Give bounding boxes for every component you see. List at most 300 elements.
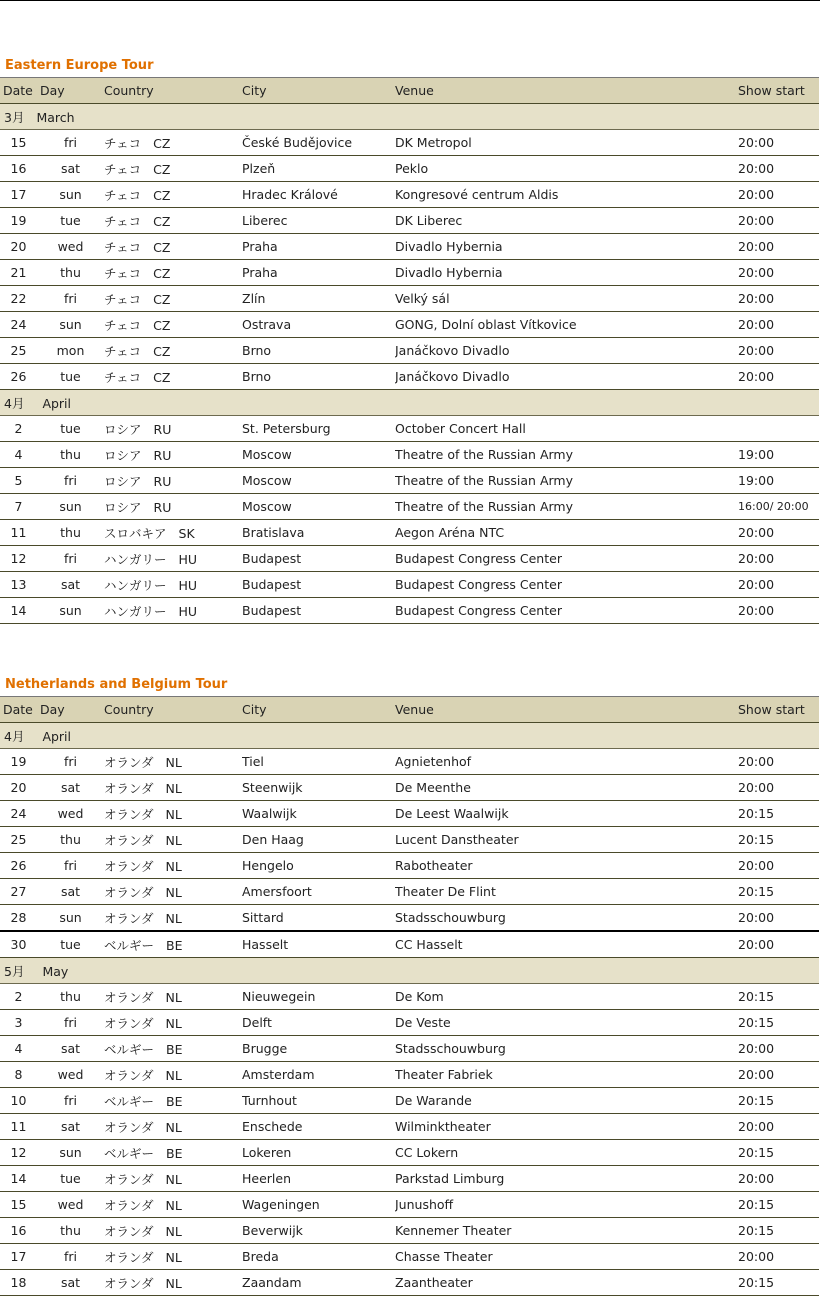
cell-show-start: 20:15 — [738, 984, 819, 1010]
table-row — [0, 546, 819, 572]
cell-show-start: 20:00 — [738, 775, 819, 801]
country-code: NL — [165, 1249, 182, 1265]
cell-venue: Theatre of the Russian Army — [395, 468, 738, 494]
country-name-jp: ロシア — [104, 499, 142, 515]
tour-title: Eastern Europe Tour — [5, 58, 154, 73]
cell-day: thu — [37, 520, 104, 546]
cell-country — [104, 775, 242, 801]
country-code: NL — [165, 989, 182, 1005]
cell-venue: CC Hasselt — [395, 931, 738, 958]
country-name-jp: チェコ — [104, 213, 142, 229]
cell-city: Waalwijk — [242, 801, 395, 827]
cell-city: Budapest — [242, 598, 395, 624]
cell-day: fri — [37, 286, 104, 312]
country-name-jp: チェコ — [104, 239, 142, 255]
table-row — [0, 572, 819, 598]
table-row — [0, 1140, 819, 1166]
country-code: BE — [166, 1093, 183, 1109]
cell-date: 16 — [0, 1218, 37, 1244]
cell-venue: De Meenthe — [395, 775, 738, 801]
cell-date: 28 — [0, 905, 37, 932]
cell-date: 18 — [0, 1270, 37, 1296]
cell-venue: Velký sál — [395, 286, 738, 312]
country-name-jp: チェコ — [104, 135, 142, 151]
table-row — [0, 853, 819, 879]
cell-country — [104, 546, 242, 572]
cell-country — [104, 984, 242, 1010]
cell-city: Amsterdam — [242, 1062, 395, 1088]
cell-show-start: 20:00 — [738, 1244, 819, 1270]
cell-day: wed — [37, 801, 104, 827]
table-row — [0, 598, 819, 624]
cell-venue: Budapest Congress Center — [395, 572, 738, 598]
country-name-jp: オランダ — [104, 1119, 154, 1135]
country-code: RU — [153, 499, 172, 515]
cell-date: 4 — [0, 442, 37, 468]
cell-show-start: 19:00 — [738, 468, 819, 494]
table-row — [0, 1244, 819, 1270]
cell-show-start: 20:15 — [738, 1010, 819, 1036]
country-name-jp: ハンガリー — [104, 603, 167, 619]
cell-venue: Budapest Congress Center — [395, 598, 738, 624]
cell-show-start: 20:00 — [738, 1114, 819, 1140]
cell-city: Brno — [242, 364, 395, 390]
cell-day: sat — [37, 879, 104, 905]
cell-day: tue — [37, 208, 104, 234]
country-code: NL — [165, 1119, 182, 1135]
cell-city: Plzeň — [242, 156, 395, 182]
country-name-jp: チェコ — [104, 369, 142, 385]
cell-date: 12 — [0, 546, 37, 572]
cell-show-start: 20:00 — [738, 338, 819, 364]
month-row — [0, 104, 819, 130]
cell-date: 7 — [0, 494, 37, 520]
cell-country — [104, 905, 242, 932]
cell-venue: Aegon Aréna NTC — [395, 520, 738, 546]
country-code: SK — [178, 525, 195, 541]
country-name-jp: オランダ — [104, 989, 154, 1005]
cell-venue: De Warande — [395, 1088, 738, 1114]
cell-show-start: 20:00 — [738, 520, 819, 546]
cell-venue: Kennemer Theater — [395, 1218, 738, 1244]
table-row — [0, 416, 819, 442]
cell-date: 30 — [0, 931, 37, 958]
month-row — [0, 390, 819, 416]
cell-day: sat — [37, 775, 104, 801]
country-code: BE — [166, 937, 183, 953]
cell-city: Hengelo — [242, 853, 395, 879]
table-row — [0, 879, 819, 905]
cell-city: Praha — [242, 234, 395, 260]
cell-show-start: 20:00 — [738, 234, 819, 260]
cell-country — [104, 338, 242, 364]
cell-date: 22 — [0, 286, 37, 312]
cell-show-start: 20:00 — [738, 598, 819, 624]
cell-country — [104, 1010, 242, 1036]
table-row — [0, 801, 819, 827]
country-code: CZ — [153, 187, 171, 203]
table-row — [0, 1166, 819, 1192]
table-row — [0, 156, 819, 182]
country-name-jp: チェコ — [104, 291, 142, 307]
cell-city: Nieuwegein — [242, 984, 395, 1010]
cell-venue: Kongresové centrum Aldis — [395, 182, 738, 208]
country-code: NL — [165, 884, 182, 900]
cell-show-start: 20:00 — [738, 905, 819, 932]
tour-title: Netherlands and Belgium Tour — [5, 677, 228, 692]
cell-date: 24 — [0, 312, 37, 338]
table-row — [0, 286, 819, 312]
cell-show-start: 20:00 — [738, 853, 819, 879]
country-code: CZ — [153, 161, 171, 177]
cell-city: Lokeren — [242, 1140, 395, 1166]
cell-city: Enschede — [242, 1114, 395, 1140]
cell-show-start: 20:15 — [738, 827, 819, 853]
cell-city: Wageningen — [242, 1192, 395, 1218]
month-label-jp: 5月 — [4, 963, 25, 979]
cell-show-start: 20:15 — [738, 1192, 819, 1218]
cell-show-start: 20:00 — [738, 749, 819, 775]
cell-city: Beverwijk — [242, 1218, 395, 1244]
cell-day: thu — [37, 1218, 104, 1244]
cell-date: 3 — [0, 1010, 37, 1036]
cell-country — [104, 879, 242, 905]
cell-country — [104, 468, 242, 494]
cell-date: 12 — [0, 1140, 37, 1166]
schedule-table — [0, 77, 819, 624]
cell-date: 25 — [0, 338, 37, 364]
table-row — [0, 364, 819, 390]
country-code: NL — [165, 910, 182, 926]
cell-venue: Junushoff — [395, 1192, 738, 1218]
cell-city: Steenwijk — [242, 775, 395, 801]
cell-country — [104, 853, 242, 879]
cell-country — [104, 1192, 242, 1218]
cell-venue: Rabotheater — [395, 853, 738, 879]
country-code: NL — [165, 1067, 182, 1083]
cell-day: sat — [37, 156, 104, 182]
header-country: Country — [104, 697, 242, 723]
cell-date: 8 — [0, 1062, 37, 1088]
cell-show-start: 20:00 — [738, 931, 819, 958]
header-venue: Venue — [395, 78, 738, 104]
cell-venue: Stadsschouwburg — [395, 1036, 738, 1062]
country-code: NL — [165, 832, 182, 848]
cell-country — [104, 598, 242, 624]
cell-country — [104, 1036, 242, 1062]
cell-venue: Wilminktheater — [395, 1114, 738, 1140]
cell-show-start: 20:00 — [738, 572, 819, 598]
table-row — [0, 312, 819, 338]
table-row — [0, 1218, 819, 1244]
cell-city: Amersfoort — [242, 879, 395, 905]
table-row — [0, 1088, 819, 1114]
country-code: CZ — [153, 265, 171, 281]
cell-date: 16 — [0, 156, 37, 182]
cell-city: Tiel — [242, 749, 395, 775]
cell-city: Moscow — [242, 442, 395, 468]
cell-show-start: 20:00 — [738, 312, 819, 338]
cell-city: Breda — [242, 1244, 395, 1270]
cell-venue: Theater Fabriek — [395, 1062, 738, 1088]
cell-country — [104, 234, 242, 260]
header-city: City — [242, 78, 395, 104]
country-code: NL — [165, 780, 182, 796]
cell-show-start: 20:00 — [738, 208, 819, 234]
cell-show-start: 20:00 — [738, 286, 819, 312]
table-row — [0, 984, 819, 1010]
cell-country — [104, 520, 242, 546]
cell-country — [104, 156, 242, 182]
cell-date: 26 — [0, 364, 37, 390]
country-code: HU — [178, 551, 198, 567]
cell-city: Zaandam — [242, 1270, 395, 1296]
month-label — [0, 104, 819, 130]
table-row — [0, 468, 819, 494]
cell-country — [104, 260, 242, 286]
country-code: NL — [165, 1275, 182, 1291]
cell-venue: Janáčkovo Divadlo — [395, 338, 738, 364]
country-name-jp: オランダ — [104, 884, 154, 900]
month-label — [0, 390, 819, 416]
cell-day: fri — [37, 749, 104, 775]
table-row — [0, 442, 819, 468]
cell-country — [104, 286, 242, 312]
country-name-jp: ベルギー — [104, 937, 155, 953]
cell-venue: Theater De Flint — [395, 879, 738, 905]
country-name-jp: チェコ — [104, 317, 142, 333]
cell-show-start: 20:15 — [738, 1270, 819, 1296]
country-name-jp: ロシア — [104, 421, 142, 437]
cell-day: sun — [37, 1140, 104, 1166]
cell-day: fri — [37, 468, 104, 494]
cell-city: Hradec Králové — [242, 182, 395, 208]
cell-show-start: 19:00 — [738, 442, 819, 468]
cell-city: Sittard — [242, 905, 395, 932]
cell-venue: De Kom — [395, 984, 738, 1010]
cell-show-start: 20:00 — [738, 130, 819, 156]
cell-date: 11 — [0, 1114, 37, 1140]
cell-day: sun — [37, 494, 104, 520]
cell-day: fri — [37, 130, 104, 156]
table-row — [0, 520, 819, 546]
cell-city: Brno — [242, 338, 395, 364]
country-name-jp: オランダ — [104, 1275, 154, 1291]
cell-date: 11 — [0, 520, 37, 546]
cell-day: mon — [37, 338, 104, 364]
cell-day: fri — [37, 1010, 104, 1036]
country-name-jp: オランダ — [104, 858, 154, 874]
country-code: CZ — [153, 239, 171, 255]
country-code: NL — [165, 858, 182, 874]
country-code: CZ — [153, 135, 171, 151]
cell-show-start: 20:00 — [738, 260, 819, 286]
country-name-jp: チェコ — [104, 187, 142, 203]
cell-country — [104, 364, 242, 390]
country-name-jp: ロシア — [104, 473, 142, 489]
cell-city: Zlín — [242, 286, 395, 312]
cell-venue: Parkstad Limburg — [395, 1166, 738, 1192]
cell-day: sat — [37, 1036, 104, 1062]
country-name-jp: ハンガリー — [104, 577, 167, 593]
cell-city: Moscow — [242, 494, 395, 520]
cell-city: Liberec — [242, 208, 395, 234]
cell-day: thu — [37, 827, 104, 853]
cell-city: Hasselt — [242, 931, 395, 958]
cell-city: Turnhout — [242, 1088, 395, 1114]
cell-date: 20 — [0, 775, 37, 801]
cell-venue: Theatre of the Russian Army — [395, 494, 738, 520]
cell-country — [104, 1218, 242, 1244]
country-name-jp: オランダ — [104, 1015, 154, 1031]
cell-show-start: 20:00 — [738, 1166, 819, 1192]
country-name-jp: オランダ — [104, 780, 154, 796]
table-header-row — [0, 78, 819, 104]
country-code: CZ — [153, 291, 171, 307]
country-name-jp: チェコ — [104, 265, 142, 281]
cell-venue: GONG, Dolní oblast Vítkovice — [395, 312, 738, 338]
cell-day: fri — [37, 853, 104, 879]
cell-venue: Agnietenhof — [395, 749, 738, 775]
month-label — [0, 958, 819, 984]
country-name-jp: オランダ — [104, 910, 154, 926]
cell-venue: DK Metropol — [395, 130, 738, 156]
cell-date: 5 — [0, 468, 37, 494]
cell-day: sun — [37, 312, 104, 338]
cell-day: sun — [37, 598, 104, 624]
cell-country — [104, 1166, 242, 1192]
cell-country — [104, 442, 242, 468]
cell-city: Bratislava — [242, 520, 395, 546]
cell-country — [104, 182, 242, 208]
month-label-en: May — [42, 963, 69, 979]
month-label-jp: 3月 — [4, 109, 25, 125]
country-name-jp: ハンガリー — [104, 551, 167, 567]
cell-date: 14 — [0, 1166, 37, 1192]
cell-day: wed — [37, 234, 104, 260]
country-code: NL — [165, 754, 182, 770]
cell-venue: Divadlo Hybernia — [395, 260, 738, 286]
header-day: Day — [37, 78, 104, 104]
country-name-jp: オランダ — [104, 1171, 154, 1187]
cell-date: 15 — [0, 1192, 37, 1218]
country-name-jp: オランダ — [104, 1223, 154, 1239]
cell-country — [104, 1270, 242, 1296]
cell-country — [104, 1088, 242, 1114]
cell-date: 24 — [0, 801, 37, 827]
cell-day: sun — [37, 182, 104, 208]
cell-city: Moscow — [242, 468, 395, 494]
table-row — [0, 1192, 819, 1218]
cell-day: fri — [37, 1244, 104, 1270]
header-date: Date — [0, 697, 37, 723]
cell-date: 20 — [0, 234, 37, 260]
cell-venue: Lucent Danstheater — [395, 827, 738, 853]
country-name-jp: ベルギー — [104, 1041, 155, 1057]
country-name-jp: オランダ — [104, 1249, 154, 1265]
cell-country — [104, 416, 242, 442]
country-name-jp: チェコ — [104, 161, 142, 177]
table-row — [0, 1010, 819, 1036]
table-row — [0, 338, 819, 364]
country-code: RU — [153, 421, 172, 437]
cell-date: 13 — [0, 572, 37, 598]
country-code: CZ — [153, 369, 171, 385]
cell-country — [104, 130, 242, 156]
cell-day: tue — [37, 364, 104, 390]
cell-city: Budapest — [242, 572, 395, 598]
country-code: CZ — [153, 343, 171, 359]
country-name-jp: スロバキア — [104, 525, 167, 541]
country-name-jp: オランダ — [104, 806, 154, 822]
tour-section-eastern-europe — [0, 55, 820, 624]
header-show-start: Show start — [738, 78, 819, 104]
cell-date: 26 — [0, 853, 37, 879]
cell-day: tue — [37, 931, 104, 958]
cell-city: Heerlen — [242, 1166, 395, 1192]
cell-day: sat — [37, 572, 104, 598]
cell-day: thu — [37, 442, 104, 468]
month-row — [0, 958, 819, 984]
cell-venue: Janáčkovo Divadlo — [395, 364, 738, 390]
month-row — [0, 723, 819, 749]
cell-country — [104, 1140, 242, 1166]
cell-venue: Chasse Theater — [395, 1244, 738, 1270]
country-code: NL — [165, 1171, 182, 1187]
cell-day: wed — [37, 1192, 104, 1218]
country-name-jp: ベルギー — [104, 1145, 155, 1161]
cell-show-start: 16:00/ 20:00 — [738, 494, 819, 520]
cell-venue: CC Lokern — [395, 1140, 738, 1166]
country-code: BE — [166, 1145, 183, 1161]
cell-day: thu — [37, 260, 104, 286]
cell-city: Delft — [242, 1010, 395, 1036]
cell-city: Praha — [242, 260, 395, 286]
schedule-table — [0, 696, 819, 1296]
cell-venue: De Veste — [395, 1010, 738, 1036]
country-code: NL — [165, 1223, 182, 1239]
country-name-jp: ベルギー — [104, 1093, 155, 1109]
cell-day: sun — [37, 905, 104, 932]
cell-country — [104, 572, 242, 598]
cell-venue: DK Liberec — [395, 208, 738, 234]
cell-city: Budapest — [242, 546, 395, 572]
cell-country — [104, 931, 242, 958]
table-row — [0, 1270, 819, 1296]
table-row — [0, 260, 819, 286]
cell-show-start: 20:00 — [738, 364, 819, 390]
country-code: CZ — [153, 317, 171, 333]
cell-date: 17 — [0, 182, 37, 208]
table-row — [0, 1062, 819, 1088]
month-label-en: April — [42, 395, 72, 411]
table-row — [0, 182, 819, 208]
country-code: HU — [178, 577, 198, 593]
cell-day: fri — [37, 1088, 104, 1114]
header-day: Day — [37, 697, 104, 723]
cell-date: 17 — [0, 1244, 37, 1270]
cell-venue: Divadlo Hybernia — [395, 234, 738, 260]
tour-section-netherlands-belgium — [0, 674, 820, 1296]
cell-city: St. Petersburg — [242, 416, 395, 442]
cell-venue: Budapest Congress Center — [395, 546, 738, 572]
table-row — [0, 905, 819, 932]
cell-date: 10 — [0, 1088, 37, 1114]
table-row — [0, 208, 819, 234]
cell-country — [104, 749, 242, 775]
cell-day: thu — [37, 984, 104, 1010]
cell-date: 19 — [0, 208, 37, 234]
